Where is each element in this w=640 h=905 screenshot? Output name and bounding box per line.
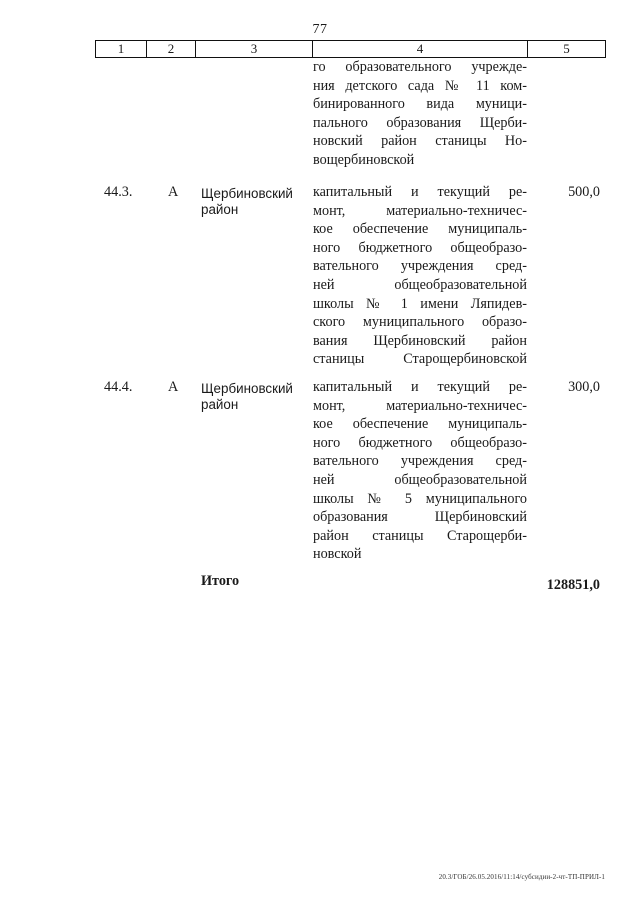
- header-col-1: 1: [117, 41, 125, 56]
- row-category: А: [168, 184, 179, 200]
- desc-line: станицы Старощербиновской: [313, 351, 527, 368]
- row-amount: 300,0: [568, 379, 600, 395]
- desc-line: бинированного вида муници-: [313, 96, 527, 113]
- header-col-4: 4: [416, 41, 424, 56]
- header-col-2: 2: [167, 41, 175, 56]
- table-header: [95, 40, 606, 58]
- row-description: [313, 378, 527, 564]
- desc-line: монт, материально-техничес-: [313, 397, 527, 414]
- desc-line: пального образования Щерби-: [313, 114, 527, 131]
- desc-line: вания Щербиновский район: [313, 332, 527, 349]
- desc-line: кое обеспечение муниципаль-: [313, 221, 527, 238]
- district-line: район: [201, 397, 239, 412]
- desc-line: кое обеспечение муниципаль-: [313, 416, 527, 433]
- district-line: Щербиновский: [201, 381, 293, 396]
- desc-line: ней общеобразовательной: [313, 276, 527, 293]
- desc-line: ного бюджетного общеобразо-: [313, 434, 527, 451]
- desc-line: вательного учреждения сред-: [313, 453, 527, 470]
- desc-line: монт, материально-техничес-: [313, 202, 527, 219]
- desc-line: вательного учреждения сред-: [313, 258, 527, 275]
- desc-line: вощербиновской: [313, 151, 415, 168]
- row-district: [201, 186, 293, 218]
- header-col-5: 5: [563, 41, 570, 56]
- row-category: А: [168, 379, 179, 395]
- desc-line: новский район станицы Но-: [313, 133, 527, 150]
- desc-line: го образовательного учрежде-: [313, 59, 527, 75]
- desc-line: школы № 5 муниципального: [313, 490, 527, 507]
- row-district: [201, 381, 293, 413]
- desc-line: ного бюджетного общеобразо-: [313, 239, 527, 256]
- desc-line: ния детского сада № 11 ком-: [313, 77, 527, 94]
- row-number: 44.4.: [104, 379, 133, 395]
- footer-code: 20.3/ГОБ/26.05.2016/11:14/субсидии-2-чт-ТП-ПРИЛ-1: [438, 873, 605, 881]
- continuation-description: [313, 58, 527, 170]
- total-label: Итого: [201, 573, 240, 589]
- total-amount: 128851,0: [546, 577, 600, 593]
- district-line: Щербиновский: [201, 186, 293, 201]
- desc-line: ней общеобразовательной: [313, 471, 527, 488]
- desc-line: школы № 1 имени Ляпидев-: [313, 295, 527, 312]
- row-description: [313, 183, 527, 369]
- desc-line: ского муниципального образо-: [313, 314, 527, 331]
- row-amount: 500,0: [568, 184, 600, 200]
- desc-line: новской: [313, 546, 362, 563]
- header-col-3: 3: [250, 41, 258, 56]
- desc-line: капитальный и текущий ре-: [313, 184, 527, 200]
- page-number: 77: [312, 22, 328, 37]
- desc-line: район станицы Старощерби-: [313, 527, 527, 544]
- desc-line: образования Щербиновский: [313, 509, 527, 526]
- row-number: 44.3.: [104, 184, 133, 200]
- district-line: район: [201, 202, 239, 217]
- desc-line: капитальный и текущий ре-: [313, 379, 527, 395]
